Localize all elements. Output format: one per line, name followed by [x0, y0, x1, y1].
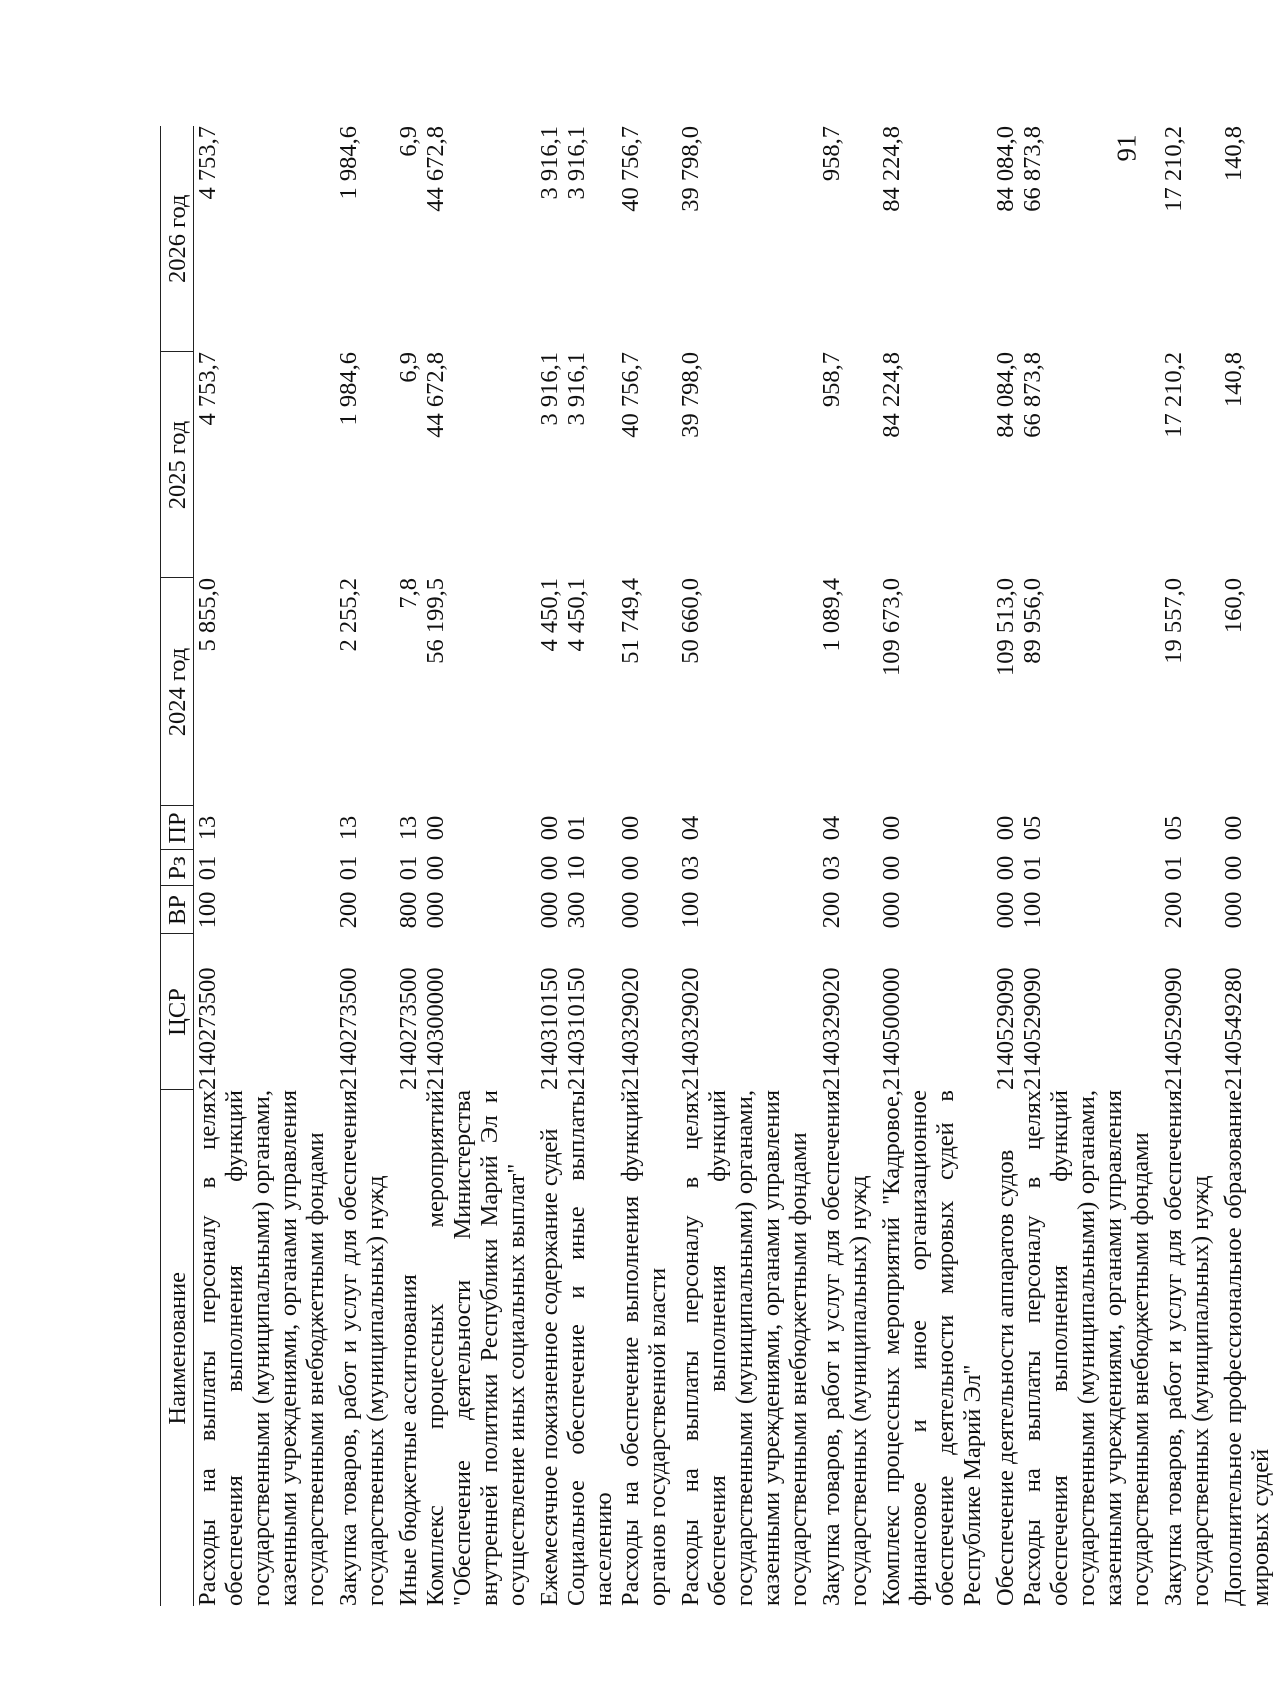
- row-amount-2024: 89 956,0: [1019, 578, 1046, 664]
- row-rz: 00: [536, 855, 563, 881]
- row-amount-2024: 51 749,4: [617, 578, 644, 664]
- row-amount-2025: 3 916,1: [563, 352, 590, 426]
- row-pr: 05: [1160, 815, 1187, 841]
- table-row: [872, 126, 986, 1606]
- row-amount-2024: 109 673,0: [878, 578, 905, 676]
- row-name: Закупка товаров, работ и услуг для обеспечения государственных (муниципальных) нужд: [1160, 1090, 1214, 1606]
- row-vr: 000: [1220, 891, 1247, 929]
- header-2024: 2024 год: [161, 578, 194, 806]
- row-name: Дополнительное профессиональное образование мировых судей: [1220, 1090, 1274, 1606]
- row-amount-2026: 40 756,7: [617, 126, 644, 212]
- table-row: [617, 126, 671, 1606]
- row-amount-2024: 160,0: [1220, 578, 1247, 634]
- row-csr: 2140529090: [1160, 967, 1187, 1090]
- row-vr: 800: [395, 891, 422, 929]
- row-rz: 01: [194, 855, 221, 881]
- row-amount-2026: 39 798,0: [677, 126, 704, 212]
- row-csr: 2140329020: [677, 967, 704, 1090]
- row-rz: 00: [878, 855, 905, 881]
- row-csr: 2140310150: [563, 967, 590, 1090]
- row-vr: 000: [536, 891, 563, 929]
- row-amount-2026: 44 672,8: [422, 126, 449, 212]
- row-pr: 00: [536, 815, 563, 841]
- header-rz: Рз: [161, 850, 194, 886]
- row-csr: 2140500000: [878, 967, 905, 1090]
- table-row: [671, 126, 812, 1606]
- row-amount-2025: 958,7: [818, 352, 845, 408]
- page-number: 91: [1111, 134, 1142, 162]
- row-vr: 000: [992, 891, 1019, 929]
- table-row: [329, 126, 389, 1606]
- rotated-page-content: [160, 126, 1274, 1606]
- row-csr: 2140273500: [395, 967, 422, 1090]
- row-amount-2026: 1 984,6: [335, 126, 362, 200]
- row-pr: 00: [617, 815, 644, 841]
- row-amount-2026: 66 873,8: [1019, 126, 1046, 212]
- row-vr: 100: [194, 891, 221, 929]
- row-pr: 05: [1019, 815, 1046, 841]
- row-pr: 04: [677, 815, 704, 841]
- row-amount-2025: 1 984,6: [335, 352, 362, 426]
- row-vr: 200: [1160, 891, 1187, 929]
- row-rz: 00: [617, 855, 644, 881]
- table-row: [812, 126, 872, 1606]
- table-row: [1214, 126, 1274, 1606]
- row-amount-2025: 3 916,1: [536, 352, 563, 426]
- row-vr: 100: [677, 891, 704, 929]
- row-pr: 00: [992, 815, 1019, 841]
- header-csr: ЦСР: [161, 934, 194, 1090]
- row-amount-2025: 17 210,2: [1160, 352, 1187, 438]
- row-csr: 2140549280: [1220, 967, 1247, 1090]
- row-rz: 10: [563, 855, 590, 881]
- row-name: Социальное обеспечение и иные выплаты населению: [563, 1090, 617, 1606]
- row-name: Иные бюджетные ассигнования: [395, 1274, 422, 1606]
- budget-table: [160, 126, 1274, 1606]
- row-amount-2026: 3 916,1: [536, 126, 563, 200]
- row-name: Расходы на выплаты персоналу в целях обеспечения выполнения функций государственными (муниципальными) органами, казенными учреждениями, органами управления государственными внебюджетными фондами: [194, 1090, 329, 1606]
- row-amount-2024: 1 089,4: [818, 578, 845, 652]
- table-row: [1019, 126, 1154, 1606]
- row-amount-2025: 84 084,0: [992, 352, 1019, 438]
- row-vr: 000: [422, 891, 449, 929]
- row-amount-2026: 958,7: [818, 126, 845, 182]
- table-row: [563, 126, 617, 1606]
- row-csr: 2140273500: [194, 967, 221, 1090]
- row-amount-2025: 140,8: [1220, 352, 1247, 408]
- row-amount-2026: 84 224,8: [878, 126, 905, 212]
- row-csr: 2140310150: [536, 967, 563, 1090]
- row-amount-2024: 56 199,5: [422, 578, 449, 664]
- row-name: Закупка товаров, работ и услуг для обеспечения государственных (муниципальных) нужд: [818, 1090, 872, 1606]
- row-name: Комплекс процессных мероприятий "Кадровое, финансовое и иное организационное обеспечение деятельности мировых судей в Республике Марий Эл": [878, 1090, 986, 1606]
- row-amount-2024: 4 450,1: [563, 578, 590, 652]
- header-pr: ПР: [161, 806, 194, 850]
- row-pr: 00: [1220, 815, 1247, 841]
- row-name: Расходы на обеспечение выполнения функций органов государственной власти: [617, 1090, 671, 1606]
- row-rz: 01: [1019, 855, 1046, 881]
- table-row: [986, 126, 1019, 1606]
- row-pr: 01: [563, 815, 590, 841]
- table-header-row: [161, 126, 194, 1606]
- row-pr: 00: [422, 815, 449, 841]
- row-amount-2025: 84 224,8: [878, 352, 905, 438]
- row-amount-2026: 3 916,1: [563, 126, 590, 200]
- row-name: Расходы на выплаты персоналу в целях обеспечения выполнения функций государственными (муниципальными) органами, казенными учреждениями, органами управления государственными внебюджетными фондами: [677, 1090, 812, 1606]
- row-csr: 2140329020: [617, 967, 644, 1090]
- row-vr: 300: [563, 891, 590, 929]
- header-name: Наименование: [161, 1090, 194, 1606]
- row-rz: 00: [1220, 855, 1247, 881]
- row-amount-2025: 6,9: [395, 352, 422, 383]
- row-pr: 13: [395, 815, 422, 841]
- header-2026: 2026 год: [161, 126, 194, 352]
- row-csr: 2140300000: [422, 967, 449, 1090]
- row-name: Расходы на выплаты персоналу в целях обеспечения выполнения функций государственными (муниципальными) органами, казенными учреждениями, органами управления государственными внебюджетными фондами: [1019, 1090, 1154, 1606]
- row-amount-2026: 140,8: [1220, 126, 1247, 182]
- row-rz: 01: [395, 855, 422, 881]
- row-amount-2026: 17 210,2: [1160, 126, 1187, 212]
- row-amount-2024: 50 660,0: [677, 578, 704, 664]
- row-amount-2024: 5 855,0: [194, 578, 221, 652]
- row-amount-2026: 84 084,0: [992, 126, 1019, 212]
- row-vr: 100: [1019, 891, 1046, 929]
- header-2025: 2025 год: [161, 352, 194, 578]
- row-vr: 200: [335, 891, 362, 929]
- row-csr: 2140529090: [992, 967, 1019, 1090]
- row-rz: 01: [1160, 855, 1187, 881]
- row-rz: 03: [677, 855, 704, 881]
- row-pr: 00: [878, 815, 905, 841]
- row-vr: 200: [818, 891, 845, 929]
- row-amount-2025: 4 753,7: [194, 352, 221, 426]
- row-csr: 2140529090: [1019, 967, 1046, 1090]
- row-amount-2025: 40 756,7: [617, 352, 644, 438]
- row-vr: 000: [617, 891, 644, 929]
- table-body: [194, 126, 1274, 1606]
- row-amount-2024: 2 255,2: [335, 578, 362, 652]
- table-row: [530, 126, 563, 1606]
- row-name: Комплекс процессных мероприятий "Обеспечение деятельности Министерства внутренней политики Республики Марий Эл и осуществление иных социальных выплат": [422, 1090, 530, 1606]
- row-amount-2024: 19 557,0: [1160, 578, 1187, 664]
- row-pr: 04: [818, 815, 845, 841]
- table-row: [1154, 126, 1214, 1606]
- row-amount-2025: 44 672,8: [422, 352, 449, 438]
- table-row: [422, 126, 530, 1606]
- row-csr: 2140329020: [818, 967, 845, 1090]
- row-pr: 13: [194, 815, 221, 841]
- row-amount-2026: 4 753,7: [194, 126, 221, 200]
- row-name: Закупка товаров, работ и услуг для обеспечения государственных (муниципальных) нужд: [335, 1090, 389, 1606]
- row-rz: 00: [992, 855, 1019, 881]
- row-rz: 01: [335, 855, 362, 881]
- row-name: Обеспечение деятельности аппаратов судов: [992, 1149, 1019, 1606]
- row-name: Ежемесячное пожизненное содержание судей: [536, 1128, 563, 1606]
- row-vr: 000: [878, 891, 905, 929]
- row-amount-2024: 7,8: [395, 578, 422, 609]
- row-amount-2026: 6,9: [395, 126, 422, 157]
- row-pr: 13: [335, 815, 362, 841]
- row-amount-2025: 66 873,8: [1019, 352, 1046, 438]
- row-amount-2025: 39 798,0: [677, 352, 704, 438]
- row-amount-2024: 109 513,0: [992, 578, 1019, 676]
- table-row: [194, 126, 330, 1606]
- row-rz: 03: [818, 855, 845, 881]
- row-amount-2024: 4 450,1: [536, 578, 563, 652]
- table-row: [389, 126, 422, 1606]
- row-rz: 00: [422, 855, 449, 881]
- header-vr: ВР: [161, 886, 194, 934]
- row-csr: 2140273500: [335, 967, 362, 1090]
